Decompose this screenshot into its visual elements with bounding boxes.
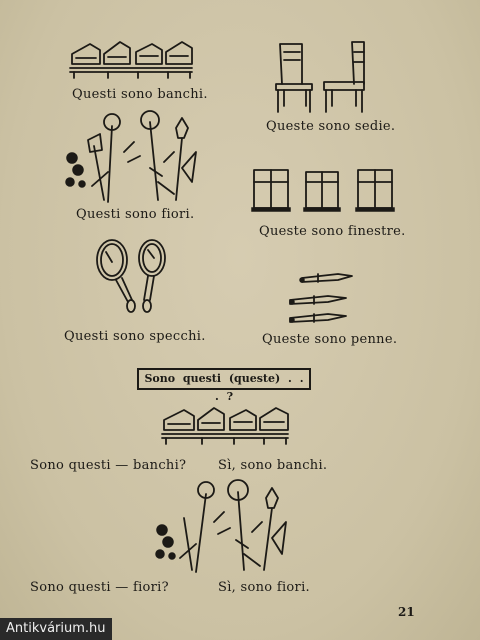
dialog-answer-fiori: Sì, sono fiori. (218, 580, 310, 595)
caption-specchi: Questi sono specchi. (64, 329, 206, 344)
dialog-question-fiori: Sono questi — fiori? (30, 580, 169, 595)
question-box: Sono questi (queste) . . . ? (137, 368, 311, 390)
windows-illustration (252, 168, 396, 212)
flowers-illustration (64, 112, 204, 204)
caption-finestre: Queste sono finestre. (259, 224, 406, 239)
chairs-illustration (272, 40, 372, 114)
caption-fiori: Questi sono fiori. (76, 207, 195, 222)
desks-illustration (68, 40, 194, 80)
caption-banchi: Questi sono banchi. (72, 87, 208, 102)
pens-illustration (288, 268, 364, 326)
mirrors-illustration (92, 236, 176, 320)
dialog-answer-banchi: Sì, sono banchi. (218, 458, 328, 473)
dialog-question-banchi: Sono questi — banchi? (30, 458, 187, 473)
desks-illustration-2 (160, 406, 290, 446)
caption-penne: Queste sono penne. (262, 332, 398, 347)
page-number: 21 (398, 605, 415, 619)
caption-sedie: Queste sono sedie. (266, 119, 396, 134)
watermark: Antikvárium.hu (0, 618, 112, 640)
flowers-illustration-2 (152, 482, 292, 574)
